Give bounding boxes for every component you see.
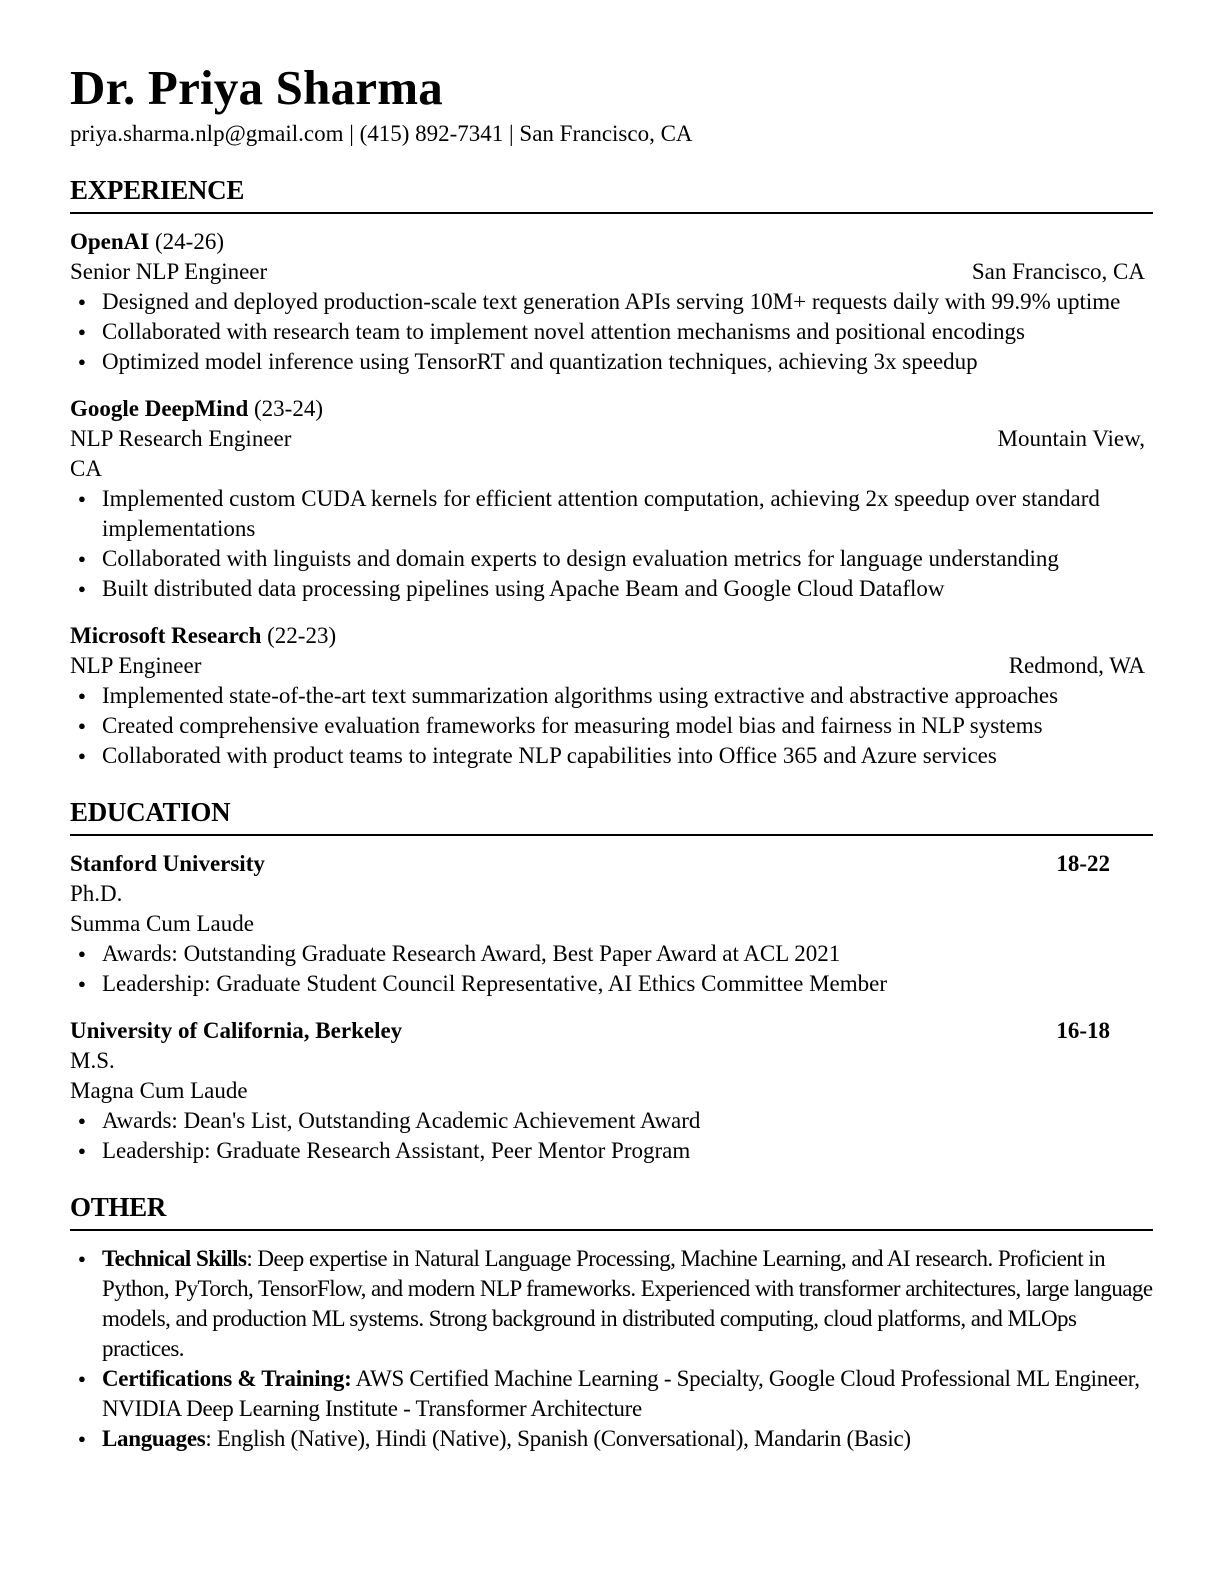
- job-company: OpenAI: [70, 229, 150, 254]
- job-bullet: ● Collaborated with product teams to integrate NLP capabilities into Office 365 and Azure services: [70, 741, 1153, 771]
- school-bullet: ● Leadership: Graduate Research Assistant, Peer Mentor Program: [70, 1136, 1153, 1166]
- section-heading-experience: EXPERIENCE: [70, 175, 1153, 214]
- job-bullet: ● Optimized model inference using TensorRT and quantization techniques, achieving 3x speedup: [70, 347, 1153, 377]
- job-company: Microsoft Research: [70, 623, 262, 648]
- job-location: Mountain View,: [997, 426, 1145, 451]
- section-heading-education: EDUCATION: [70, 797, 1153, 836]
- other-bullet-text: : English (Native), Hindi (Native), Spanish (Conversational), Mandarin (Basic): [205, 1426, 911, 1451]
- school-bullet: ● Leadership: Graduate Student Council Representative, AI Ethics Committee Member: [70, 969, 1153, 999]
- job-bullet: ● Created comprehensive evaluation frameworks for measuring model bias and fairness in NLP systems: [70, 711, 1153, 741]
- school-degree: Ph.D.: [70, 881, 123, 906]
- school-entry-berkeley: [70, 1016, 1153, 1166]
- job-title: Senior NLP Engineer: [70, 259, 268, 284]
- school-bullet-list: [70, 939, 1153, 999]
- other-bullet-text: : Deep expertise in Natural Language Processing, Machine Learning, and AI research. Proficient in Python, PyTorch, TensorFlow, and modern NLP frameworks. Experienced with transformer architectures, large language models, and production ML systems. Strong background in distributed computing, cloud platforms, and MLOps practices.: [102, 1246, 1153, 1361]
- job-dates: (22-23): [267, 623, 337, 648]
- school-bullet: ● Awards: Dean's List, Outstanding Academic Achievement Award: [70, 1106, 1153, 1136]
- other-bullet-certifications: [70, 1364, 1153, 1424]
- job-bullet-list: [70, 681, 1153, 771]
- job-dates: (23-24): [254, 396, 323, 421]
- other-bullet-lead: Technical Skills: [102, 1246, 247, 1271]
- job-header: [70, 227, 1153, 257]
- section-heading-other: OTHER: [70, 1192, 1153, 1231]
- school-bullet: ● Awards: Outstanding Graduate Research Award, Best Paper Award at ACL 2021: [70, 939, 1153, 969]
- other-bullet-lead: Certifications & Training:: [102, 1366, 352, 1391]
- other-bullet-lead: Languages: [102, 1426, 206, 1451]
- job-entry-deepmind: [70, 394, 1153, 604]
- job-location-wrap: CA: [70, 456, 102, 481]
- job-bullet: ● Collaborated with research team to implement novel attention mechanisms and positional encodings: [70, 317, 1153, 347]
- job-bullet-list: [70, 287, 1153, 377]
- other-bullet-list: [70, 1244, 1153, 1454]
- job-header: [70, 394, 1153, 424]
- job-bullet: ● Collaborated with linguists and domain experts to design evaluation metrics for language understanding: [70, 544, 1153, 574]
- job-title-row: [70, 257, 1153, 287]
- school-entry-stanford: [70, 849, 1153, 999]
- job-dates: (24-26): [155, 229, 224, 254]
- job-bullet: ● Implemented custom CUDA kernels for efficient attention computation, achieving 2x speedup over standard implementations: [70, 484, 1153, 544]
- school-bullet-list: [70, 1106, 1153, 1166]
- job-title-row: [70, 651, 1153, 681]
- other-bullet-languages: [70, 1424, 1153, 1454]
- job-company: Google DeepMind: [70, 396, 249, 421]
- job-title: NLP Research Engineer: [70, 426, 292, 451]
- school-name: Stanford University: [70, 851, 265, 876]
- job-title: NLP Engineer: [70, 653, 202, 678]
- school-degree: M.S.: [70, 1048, 115, 1073]
- job-bullet: ● Built distributed data processing pipelines using Apache Beam and Google Cloud Dataflow: [70, 574, 1153, 604]
- other-section: [70, 1231, 1153, 1454]
- other-bullet-technical-skills: [70, 1244, 1153, 1364]
- contact-line: priya.sharma.nlp@gmail.com | (415) 892-7341 | San Francisco, CA: [70, 121, 693, 146]
- school-honors: Magna Cum Laude: [70, 1078, 248, 1103]
- job-bullet: ● Implemented state-of-the-art text summarization algorithms using extractive and abstractive approaches: [70, 681, 1153, 711]
- school-header: [70, 849, 1153, 879]
- job-location: Redmond, WA: [1008, 653, 1145, 678]
- job-location: San Francisco, CA: [971, 259, 1145, 284]
- experience-section: [70, 214, 1153, 771]
- school-name: University of California, Berkeley: [70, 1018, 403, 1043]
- job-bullet: ● Designed and deployed production-scale text generation APIs serving 10M+ requests daily with 99.9% uptime: [70, 287, 1153, 317]
- education-section: [70, 836, 1153, 1166]
- other-bullet-text: AWS Certified Machine Learning - Specialty, Google Cloud Professional ML Engineer, NVIDIA Deep Learning Institute - Transformer Architecture: [102, 1366, 1140, 1421]
- school-dates: 16-18: [1056, 1018, 1110, 1043]
- job-title-row: [70, 424, 1153, 454]
- job-bullet-list: [70, 484, 1153, 604]
- school-header: [70, 1016, 1153, 1046]
- job-entry-openai: [70, 227, 1153, 377]
- school-dates: 18-22: [1056, 851, 1110, 876]
- job-header: [70, 621, 1153, 651]
- job-entry-microsoft: [70, 621, 1153, 771]
- school-honors: Summa Cum Laude: [70, 911, 254, 936]
- person-name: Dr. Priya Sharma: [70, 60, 443, 115]
